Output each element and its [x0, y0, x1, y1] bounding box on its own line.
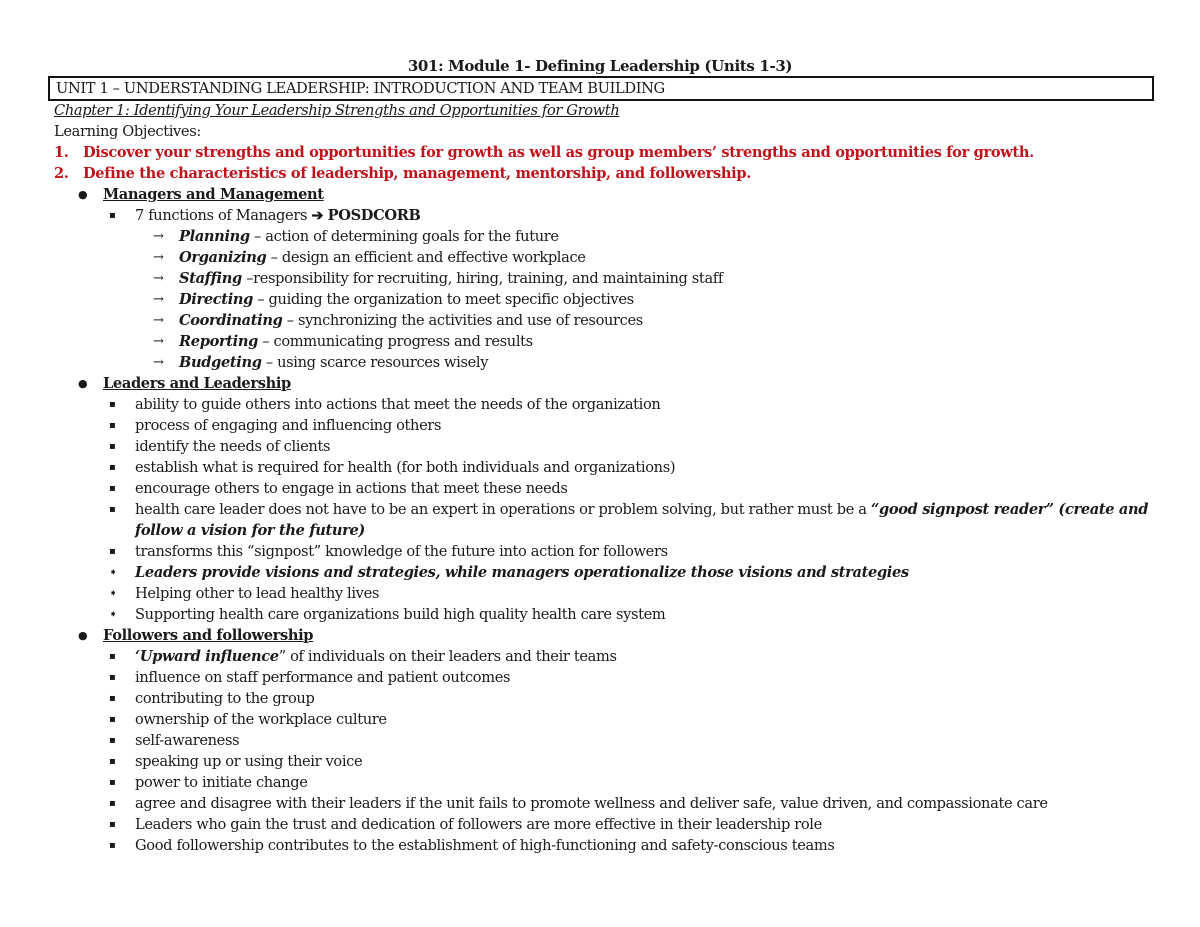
list-item [0, 205, 1200, 226]
function-desc: – guiding the organization to meet specific objectives [253, 291, 634, 308]
arrowhead-bullet-icon: ➧ [109, 567, 118, 578]
function-term: Budgeting [179, 354, 262, 371]
list-item: ▪ agree and disagree with their leaders if the unit fails to promote wellness and deliver safe, value driven, and compassionate care [109, 795, 1048, 812]
list-item: ▪ power to initiate change [109, 774, 308, 791]
objective-1 [0, 142, 1200, 163]
function-desc: – using scarce resources wisely [261, 354, 489, 371]
square-bullet-icon: ▪ [109, 210, 116, 221]
list-item: ➧ Leaders provide visions and strategies, while managers operationalize those visions and strategies [109, 564, 909, 581]
section-heading: Leaders and Leadership [103, 375, 291, 392]
document-title: 301: Module 1- Defining Leadership (Units 1-3) [407, 57, 793, 75]
square-bullet-icon: ▪ [109, 483, 116, 494]
list-item-continuation: follow a vision for the future) [135, 522, 365, 539]
square-bullet-icon: ▪ [109, 399, 116, 410]
function-item [0, 352, 1200, 373]
chapter-heading: Chapter 1: Identifying Your Leadership Strengths and Opportunities for Growth [54, 102, 620, 119]
list-item: ➧ Supporting health care organizations build high quality health care system [109, 606, 666, 623]
function-term: Planning [179, 228, 250, 245]
function-item [0, 268, 1200, 289]
objective-2 [0, 163, 1200, 184]
arrow-bullet-icon: → [153, 292, 164, 307]
list-item: ▪ health care leader does not have to be an expert in operations or problem solving, but rather must be a “good signpost reader” (create and [109, 501, 1149, 518]
list-item: ▪ self-awareness [109, 732, 240, 749]
function-term: Organizing [179, 249, 267, 266]
unit-heading-box [48, 76, 1154, 101]
square-bullet-icon: ▪ [109, 546, 116, 557]
square-bullet-icon: ▪ [109, 819, 116, 830]
bullet-dot-icon: ● [78, 188, 88, 201]
objective-text: Define the characteristics of leadership, management, mentorship, and followership. [83, 165, 751, 182]
square-bullet-icon: ▪ [109, 462, 116, 473]
list-item: ▪ ability to guide others into actions that meet the needs of the organization [109, 396, 661, 413]
list-item: ▪ identify the needs of clients [109, 438, 331, 455]
function-term: Directing [179, 291, 254, 308]
arrow-bullet-icon: → [153, 355, 164, 370]
list-item: ▪ encourage others to engage in actions that meet these needs [109, 480, 568, 497]
list-item: ▪ Good followership contributes to the establishment of high-functioning and safety-conscious teams [109, 837, 835, 854]
square-bullet-icon: ▪ [109, 420, 116, 431]
square-bullet-icon: ▪ [109, 651, 116, 662]
list-item: ▪ speaking up or using their voice [109, 753, 363, 770]
function-desc: – communicating progress and results [258, 333, 533, 350]
function-term: Coordinating [179, 312, 283, 329]
square-bullet-icon: ▪ [109, 735, 116, 746]
section-heading: Managers and Management [103, 186, 324, 203]
function-item [0, 289, 1200, 310]
function-item [0, 310, 1200, 331]
square-bullet-icon: ▪ [109, 672, 116, 683]
list-item: ▪ ownership of the workplace culture [109, 711, 387, 728]
section-heading: Followers and followership [103, 627, 314, 644]
right-arrow-icon: ➔ [311, 207, 324, 224]
unit-heading: UNIT 1 – UNDERSTANDING LEADERSHIP: INTRODUCTION AND TEAM BUILDING [56, 80, 665, 97]
function-term: Staffing [179, 270, 242, 287]
bullet-dot-icon: ● [78, 629, 88, 642]
arrowhead-bullet-icon: ➧ [109, 609, 118, 620]
section-leaders [0, 373, 1200, 394]
list-item: ▪ ‘Upward influence” of individuals on their leaders and their teams [109, 648, 617, 665]
square-bullet-icon: ▪ [109, 798, 116, 809]
function-desc: –responsibility for recruiting, hiring, training, and maintaining staff [241, 270, 723, 287]
functions-acronym: POSDCORB [327, 207, 421, 224]
list-item: ▪ process of engaging and influencing others [109, 417, 442, 434]
objective-number: 1. [54, 144, 69, 161]
square-bullet-icon: ▪ [109, 693, 116, 704]
list-item: ▪ establish what is required for health (for both individuals and organizations) [109, 459, 676, 476]
arrow-bullet-icon: → [153, 271, 164, 286]
functions-line [135, 205, 420, 226]
function-desc: – design an efficient and effective workplace [266, 249, 586, 266]
function-desc: – synchronizing the activities and use of resources [282, 312, 643, 329]
list-item: ➧ Helping other to lead healthy lives [109, 585, 380, 602]
square-bullet-icon: ▪ [109, 840, 116, 851]
square-bullet-icon: ▪ [109, 714, 116, 725]
function-item [0, 247, 1200, 268]
function-item [0, 331, 1200, 352]
square-bullet-icon: ▪ [109, 441, 116, 452]
arrow-bullet-icon: → [153, 313, 164, 328]
section-managers [0, 184, 1200, 205]
list-item: ▪ influence on staff performance and patient outcomes [109, 669, 511, 686]
functions-label: 7 functions of Managers [135, 207, 308, 224]
list-item: ▪ transforms this “signpost” knowledge of the future into action for followers [109, 543, 668, 560]
section-followers [0, 625, 1200, 646]
objective-number: 2. [54, 165, 69, 182]
list-item: ▪ Leaders who gain the trust and dedication of followers are more effective in their leadership role [109, 816, 822, 833]
objective-text: Discover your strengths and opportunities for growth as well as group members’ strengths and opportunities for growth. [83, 144, 1034, 161]
arrow-bullet-icon: → [153, 334, 164, 349]
square-bullet-icon: ▪ [109, 504, 116, 515]
function-term: Reporting [179, 333, 258, 350]
square-bullet-icon: ▪ [109, 777, 116, 788]
arrow-bullet-icon: → [153, 250, 164, 265]
function-desc: – action of determining goals for the future [249, 228, 559, 245]
square-bullet-icon: ▪ [109, 756, 116, 767]
learning-objectives-label: Learning Objectives: [54, 123, 201, 140]
arrowhead-bullet-icon: ➧ [109, 588, 118, 599]
bullet-dot-icon: ● [78, 377, 88, 390]
function-item [0, 226, 1200, 247]
list-item: ▪ contributing to the group [109, 690, 315, 707]
arrow-bullet-icon: → [153, 229, 164, 244]
